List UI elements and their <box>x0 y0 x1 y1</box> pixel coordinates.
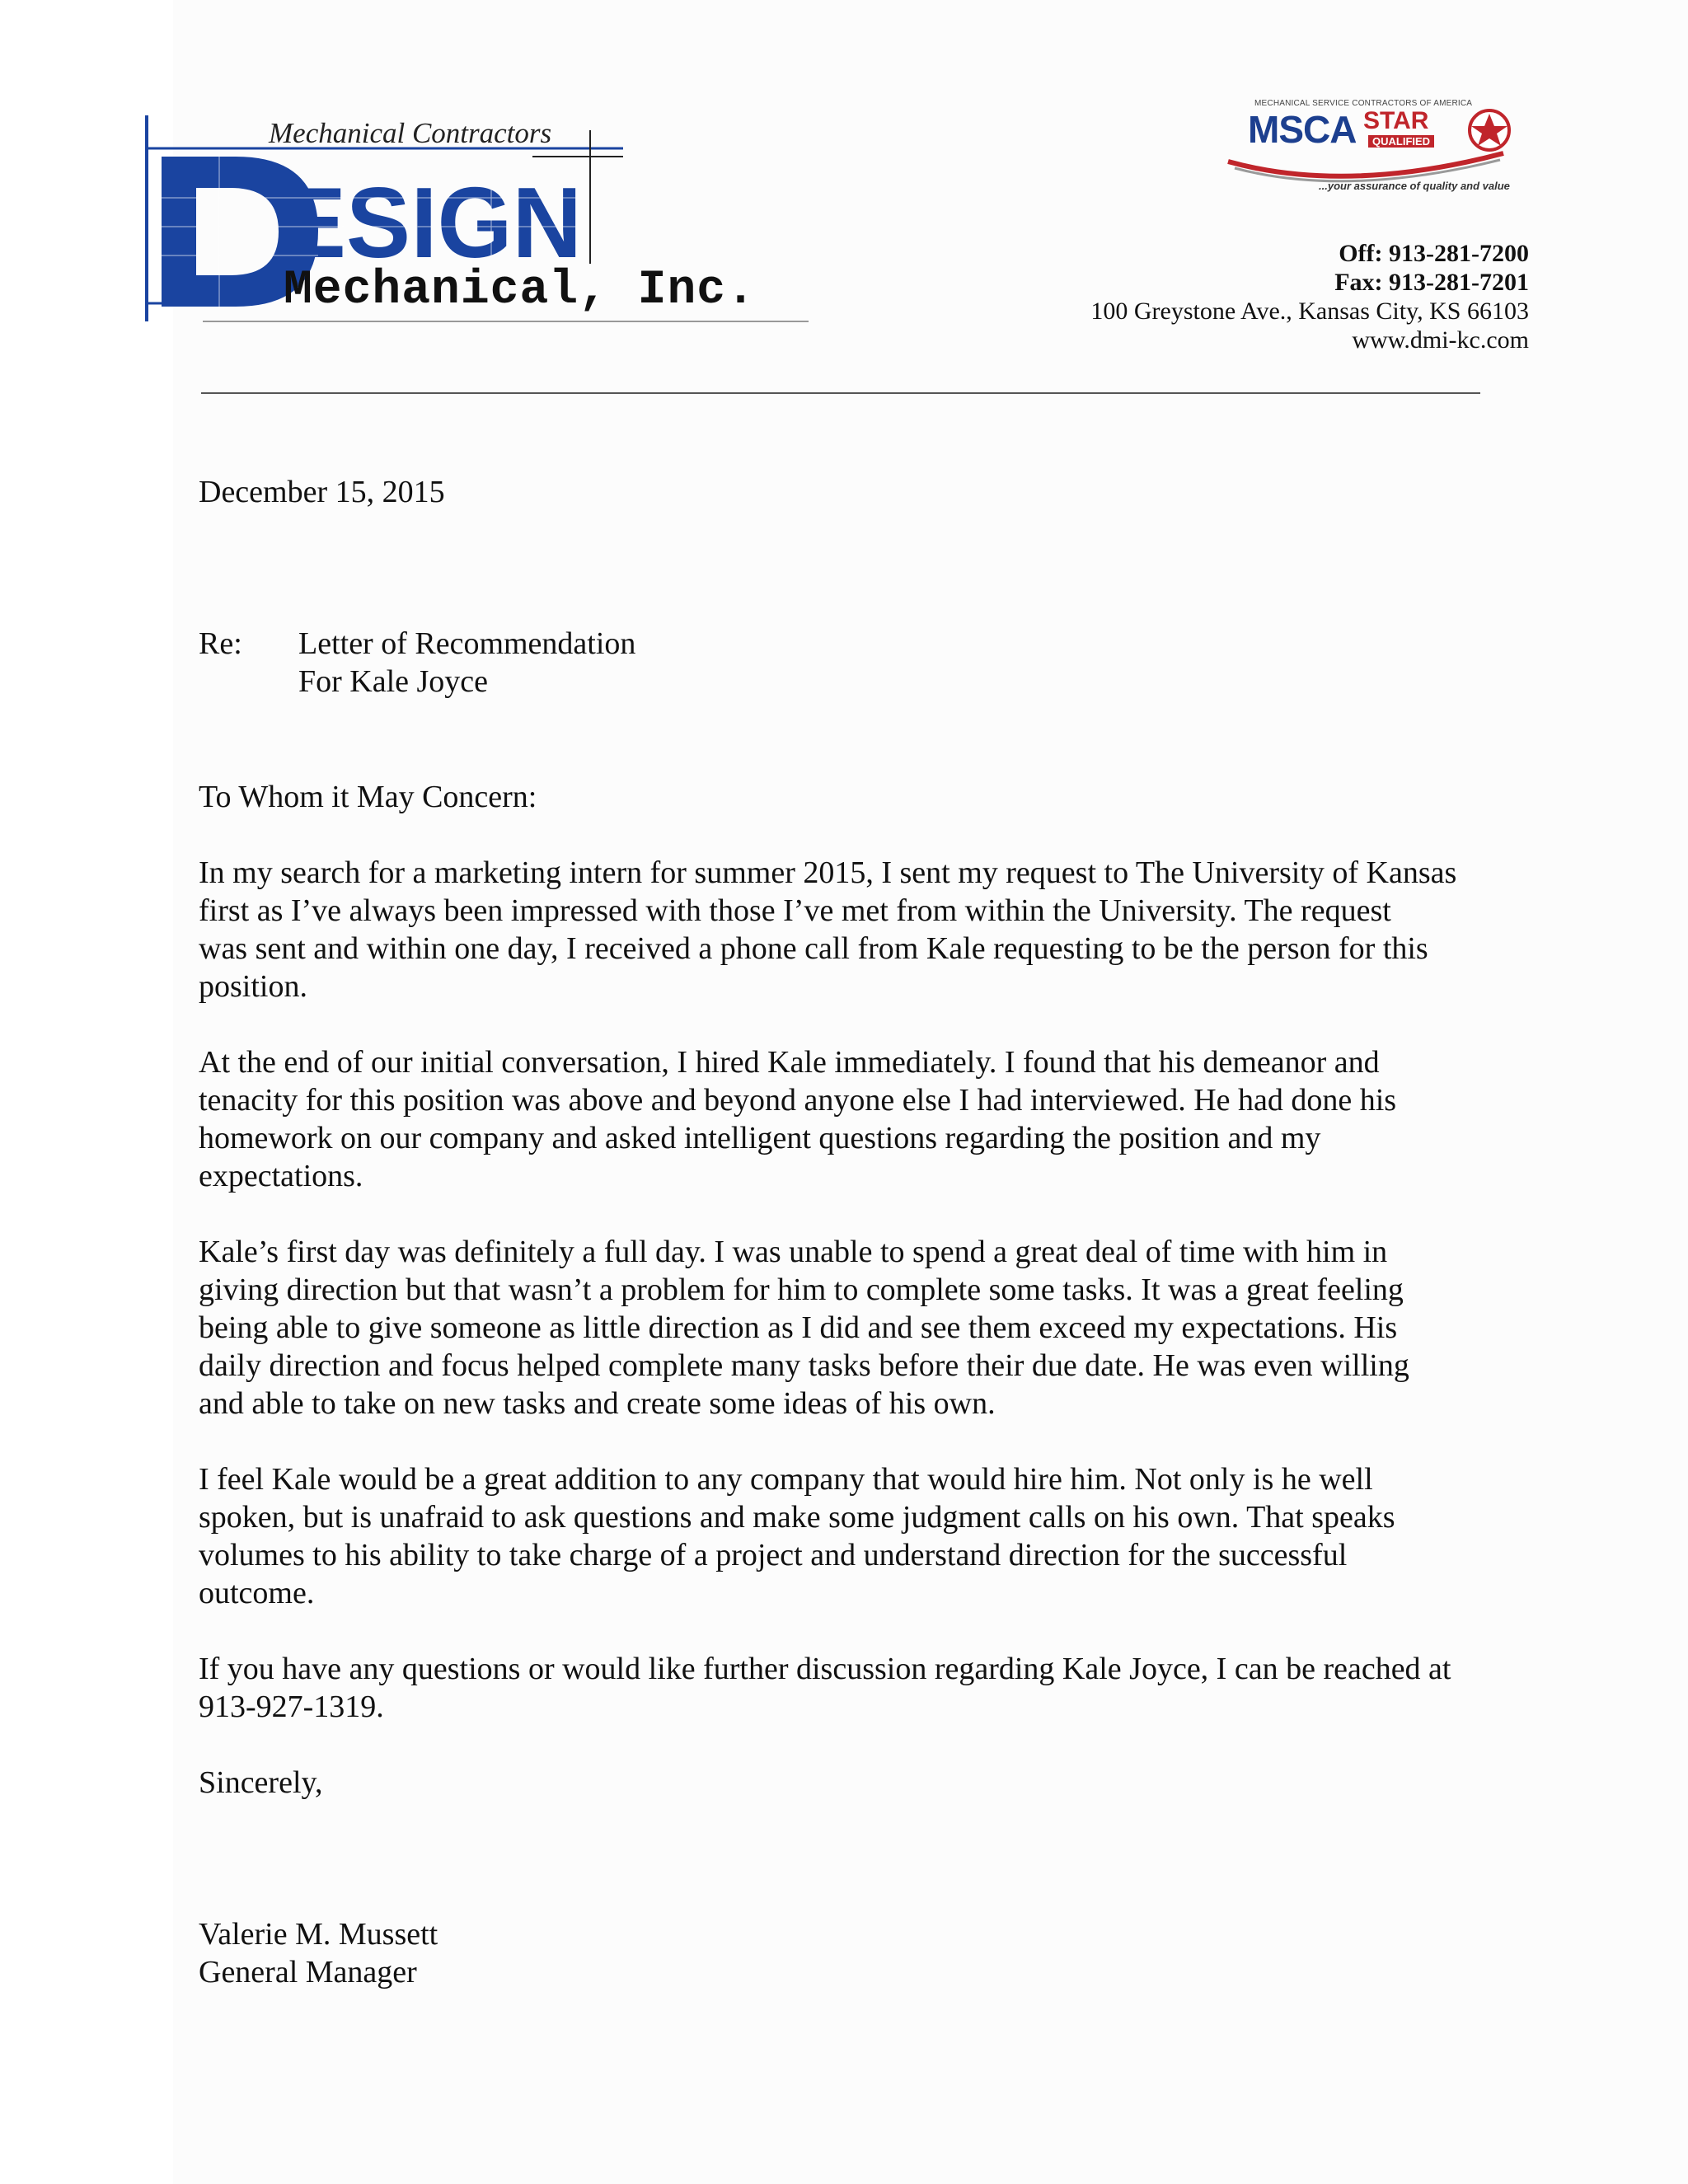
badge-slogan: ...your assurance of quality and value <box>1319 180 1510 192</box>
badge-msca-text: MSCA <box>1248 108 1357 151</box>
subject-line: Letter of Recommendation <box>298 626 636 661</box>
website-link[interactable]: www.dmi-kc.com <box>1352 326 1529 354</box>
street-address: 100 Greystone Ave., Kansas City, KS 66103 <box>1090 298 1529 325</box>
header-divider <box>201 392 1480 394</box>
closing: Sincerely, <box>199 1765 323 1800</box>
body-paragraph: Kale’s first day was definitely a full day. I was unable to spend a great deal of time with him in giving direction but that wasn’t a problem for him to complete some tasks. It was a great feeling being able to give someone as little direction as I did and see them exceed my expectations. His daily direction and focus helped complete many tasks before their due date. He was even willing and able to take on new tasks and create some ideas of his own. <box>199 1235 1409 1421</box>
badge-top-text: MECHANICAL SERVICE CONTRACTORS OF AMERICA <box>1254 99 1473 108</box>
contact-block <box>1090 239 1529 354</box>
body-paragraph: I feel Kale would be a great addition to any company that would hire him. Not only is he well spoken, but is unafraid to ask questions and make some judgment calls on his own. That speaks volumes to his ability to take charge of a project and understand direction for the successful outcome. <box>199 1462 1395 1610</box>
office-phone: Off: 913-281-7200 <box>1339 240 1529 267</box>
letter-date: December 15, 2015 <box>199 475 445 509</box>
subject-lines <box>298 625 635 701</box>
company-logo <box>145 115 813 330</box>
body-paragraph: At the end of our initial conversation, I hired Kale immediately. I found that his demeanor and tenacity for this position was above and beyond anyone else I had interviewed. He had done his homework on our company and asked intelligent questions regarding the position and my expectations. <box>199 1045 1397 1193</box>
signer-name: Valerie M. Mussett <box>199 1917 438 1952</box>
body-paragraph: In my search for a marketing intern for summer 2015, I sent my request to The University of Kansas first as I’ve always been impressed with those I’ve met from within the University. The request was sent and within one day, I received a phone call from Kale requesting to be the person for this position. <box>199 855 1457 1004</box>
salutation: To Whom it May Concern: <box>199 780 537 814</box>
badge-star-text: STAR <box>1363 107 1429 134</box>
svg-text:ESIGN: ESIGN <box>282 166 582 279</box>
badge-qualified-text: QUALIFIED <box>1368 135 1434 148</box>
subject-label: Re: <box>199 626 242 661</box>
logo-company-name: Mechanical, Inc. <box>284 264 756 317</box>
signer-title: General Manager <box>199 1955 417 1990</box>
subject-line: For Kale Joyce <box>298 664 489 699</box>
fax-number: Fax: 913-281-7201 <box>1334 269 1529 296</box>
logo-tagline: Mechanical Contractors <box>269 117 552 149</box>
body-paragraph: If you have any questions or would like further discussion regarding Kale Joyce, I can be reached at 913-927-1319. <box>199 1652 1451 1724</box>
msca-star-badge <box>1223 96 1520 203</box>
